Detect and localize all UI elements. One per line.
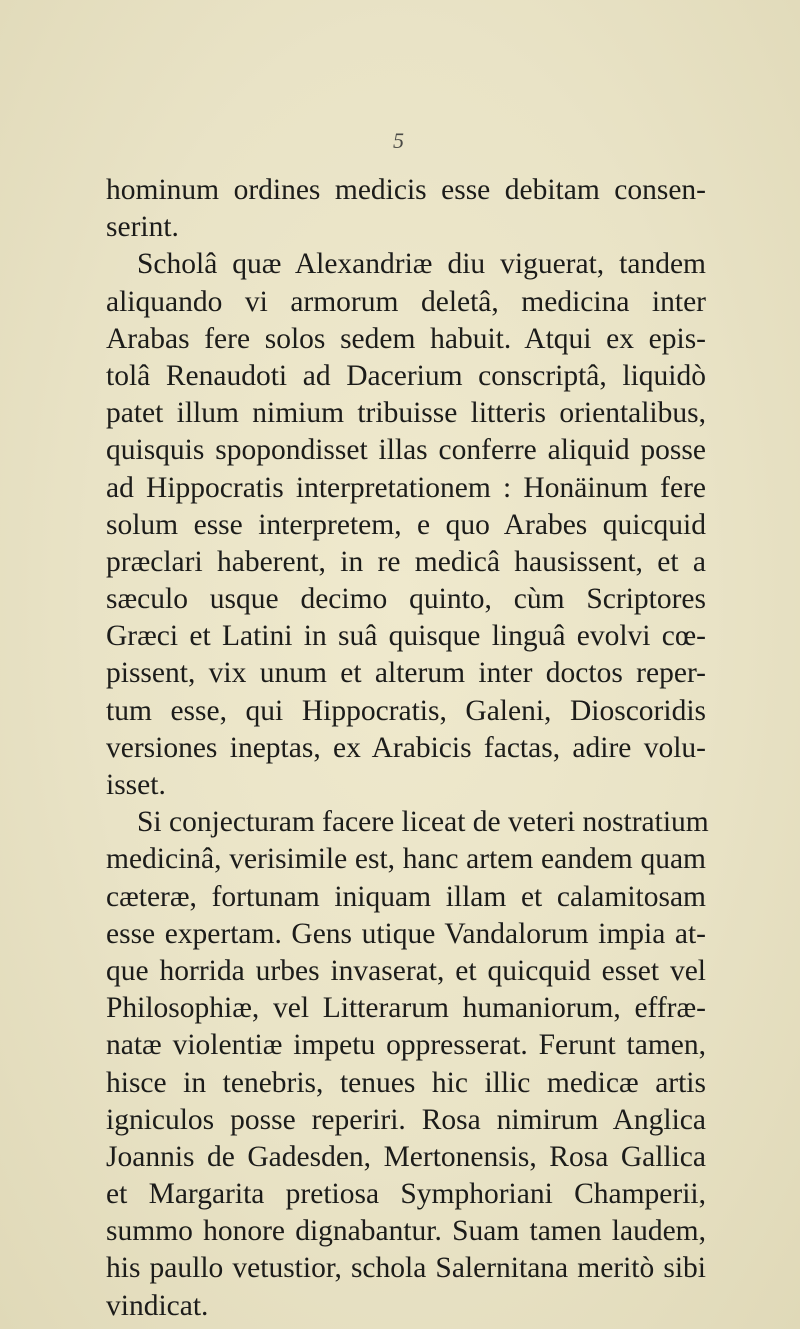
text-line: que horrida urbes invaserat, et quicquid esset vel bbox=[106, 954, 706, 987]
text-line: et Margarita pretiosa Symphoriani Champerii, bbox=[106, 1178, 706, 1211]
text-line: igniculos posse reperiri. Rosa nimirum Anglica bbox=[106, 1103, 706, 1136]
text-line: sæculo usque decimo quinto, cùm Scriptores bbox=[106, 583, 706, 616]
text-line: quisquis spopondisset illas conferre aliquid posse bbox=[106, 434, 706, 467]
text-line: hisce in tenebris, tenues hic illic medicæ artis bbox=[106, 1066, 706, 1099]
text-line: tum esse, qui Hippocratis, Galeni, Dioscoridis bbox=[106, 694, 706, 727]
body-text bbox=[106, 172, 709, 1325]
text-line: versiones ineptas, ex Arabicis factas, adire volu- bbox=[106, 731, 706, 764]
text-line: medicinâ, verisimile est, hanc artem eandem quam bbox=[106, 843, 706, 876]
text-line: Arabas fere solos sedem habuit. Atqui ex epis- bbox=[106, 322, 706, 355]
text-line: his paullo vetustior, schola Salernitana meritò sibi bbox=[106, 1252, 706, 1285]
text-line: serint. bbox=[106, 211, 179, 244]
text-line: Philosophiæ, vel Litterarum humaniorum, effræ- bbox=[106, 992, 706, 1025]
text-line: Joannis de Gadesden, Mertonensis, Rosa Gallica bbox=[106, 1140, 706, 1173]
text-line: pissent, vix unum et alterum inter doctos reper- bbox=[106, 657, 706, 690]
text-line: præclari haberent, in re medicâ hausissent, et a bbox=[106, 545, 706, 578]
text-line: ad Hippocratis interpretationem : Honäinum fere bbox=[106, 471, 706, 504]
text-line: summo honore dignabantur. Suam tamen laudem, bbox=[106, 1215, 706, 1248]
text-line: tolâ Renaudoti ad Dacerium conscriptâ, liquidò bbox=[106, 359, 706, 392]
text-line: natæ violentiæ impetu oppresserat. Ferunt tamen, bbox=[106, 1029, 706, 1062]
text-line: patet illum nimium tribuisse litteris orientalibus, bbox=[106, 397, 706, 430]
text-line: vindicat. bbox=[106, 1289, 209, 1322]
text-line: esse expertam. Gens utique Vandalorum impia at- bbox=[106, 917, 706, 950]
text-line: Græci et Latini in suâ quisque linguâ evolvi cœ- bbox=[106, 620, 706, 653]
text-line: Si conjecturam facere liceat de veteri nostratium bbox=[137, 806, 709, 839]
text-line: isset. bbox=[106, 769, 166, 801]
text-line: solum esse interpretem, e quo Arabes quicquid bbox=[106, 508, 706, 541]
text-line: hominum ordines medicis esse debitam consen- bbox=[106, 174, 706, 206]
text-line: cæteræ, fortunam iniquam illam et calamitosam bbox=[106, 880, 706, 913]
text-line: Scholâ quæ Alexandriæ diu viguerat, tandem bbox=[137, 248, 706, 281]
text-line: aliquando vi armorum deletâ, medicina inter bbox=[106, 285, 706, 318]
page-number: 5 bbox=[393, 128, 404, 153]
